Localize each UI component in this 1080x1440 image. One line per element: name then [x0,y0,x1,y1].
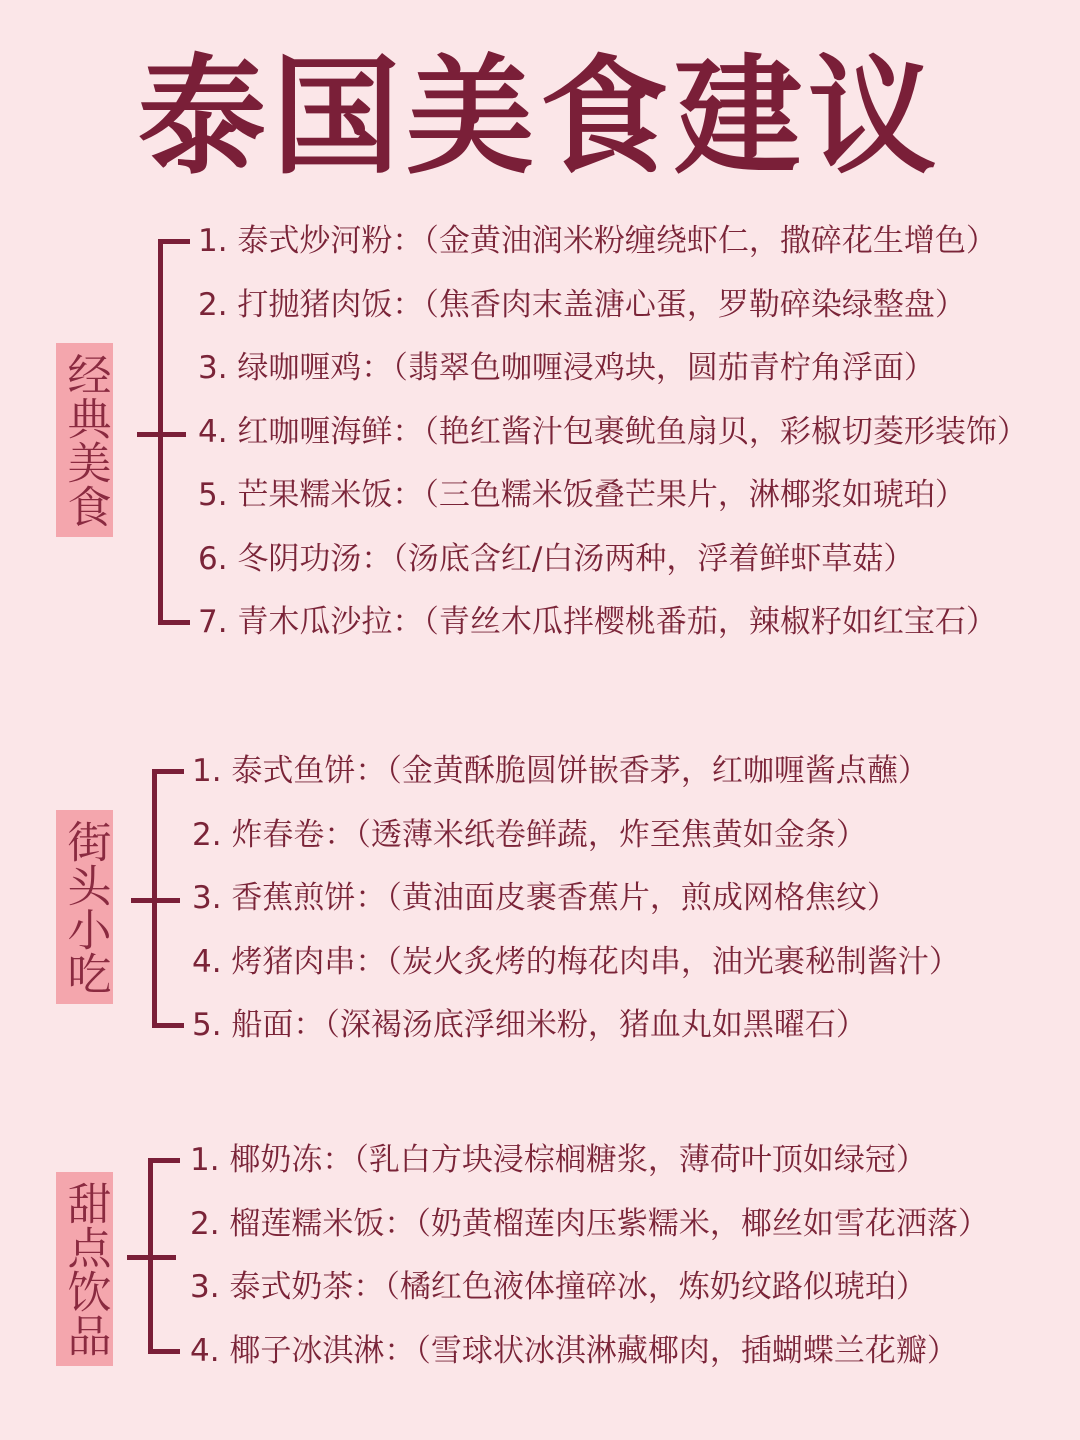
food-item: 4. 椰子冰淇淋：（雪球状冰淇淋藏椰肉，插蝴蝶兰花瓣） [190,1332,958,1369]
section-bracket-stem [127,1255,176,1260]
section-tag [56,810,113,1004]
food-item: 6. 冬阴功汤：（汤底含红/白汤两种，浮着鲜虾草菇） [198,540,915,577]
section-tag-label: 经典美食 [59,352,111,528]
food-item: 7. 青木瓜沙拉：（青丝木瓜拌樱桃番茄，辣椒籽如红宝石） [198,604,997,640]
food-item: 1. 椰奶冻：（乳白方块浸棕榈糖浆，薄荷叶顶如绿冠） [190,1142,927,1178]
food-item: 3. 绿咖喱鸡：（翡翠色咖喱浸鸡块，圆茄青柠角浮面） [198,350,935,386]
food-item: 5. 船面：（深褐汤底浮细米粉，猪血丸如黑曜石） [192,1007,867,1043]
section-tag-label: 甜点饮品 [59,1181,111,1357]
food-item: 3. 香蕉煎饼：（黄油面皮裹香蕉片，煎成网格焦纹） [192,880,898,916]
section-bracket-stem [137,432,186,437]
page-title: 泰国美食建议 [137,43,942,192]
food-item: 1. 泰式鱼饼：（金黄酥脆圆饼嵌香茅，红咖喱酱点蘸） [192,753,929,789]
food-item: 4. 烤猪肉串：（炭火炙烤的梅花肉串，油光裹秘制酱汁） [192,943,960,980]
food-item: 1. 泰式炒河粉：（金黄油润米粉缠绕虾仁，撒碎花生增色） [198,223,997,259]
section-tag [56,1172,113,1366]
section-bracket-stem [131,898,180,903]
food-item: 2. 炸春卷：（透薄米纸卷鲜蔬，炸至焦黄如金条） [192,816,867,853]
section-tag [56,343,113,537]
food-item: 2. 榴莲糯米饭：（奶黄榴莲肉压紫糯米，椰丝如雪花洒落） [190,1205,989,1242]
food-item: 2. 打抛猪肉饭：（焦香肉末盖溏心蛋，罗勒碎染绿整盘） [198,286,966,323]
food-item: 5. 芒果糯米饭：（三色糯米饭叠芒果片，淋椰浆如琥珀） [198,477,966,513]
section-tag-label: 街头小吃 [59,819,111,995]
food-item: 3. 泰式奶茶：（橘红色液体撞碎冰，炼奶纹路似琥珀） [190,1269,927,1305]
food-item: 4. 红咖喱海鲜：（艳红酱汁包裹鱿鱼扇贝，彩椒切菱形装饰） [198,413,1028,450]
